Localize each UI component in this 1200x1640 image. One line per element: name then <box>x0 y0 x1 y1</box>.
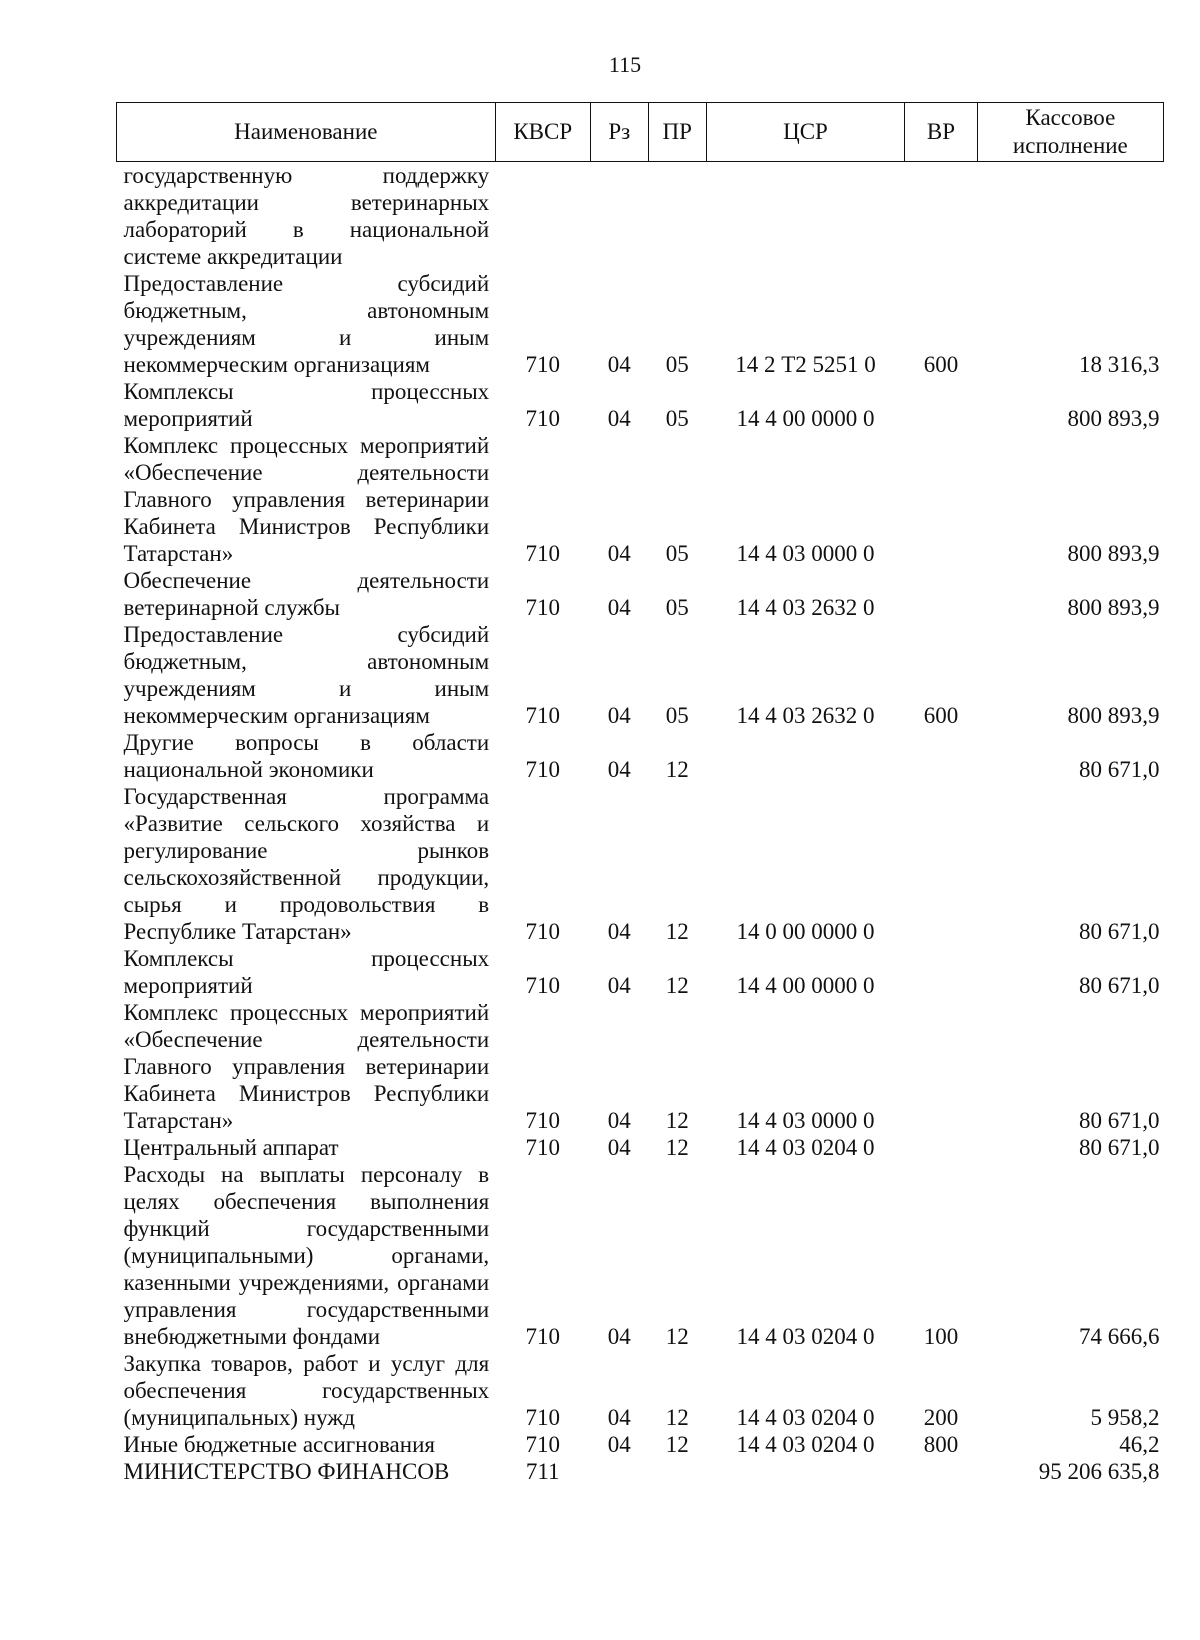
row-kvsr <box>495 162 590 271</box>
row-amount: 74 666,6 <box>1079 1324 1160 1349</box>
table-row <box>117 1431 1164 1458</box>
row-vr <box>905 378 977 432</box>
header-rz: Рз <box>590 103 648 162</box>
row-rz: 04 <box>607 1135 631 1160</box>
row-amount: 800 893,9 <box>1067 595 1160 620</box>
row-vr: 800 <box>923 1432 959 1457</box>
table-row <box>117 783 1164 945</box>
row-amount: 80 671,0 <box>1079 973 1160 998</box>
row-kvsr: 710 <box>525 1135 560 1160</box>
row-name: Иные бюджетные ассигнования <box>123 1432 435 1457</box>
header-tsr: ЦСР <box>706 103 905 162</box>
row-kvsr: 710 <box>525 406 560 431</box>
row-name: Государственная программа «Развитие сельского хозяйства и регулирование рынков сельскохозяйственной продукции, сырья и продовольствия в Республике Татарстан» <box>123 784 490 944</box>
table-row <box>117 432 1164 567</box>
table-row <box>117 1134 1164 1161</box>
row-rz: 04 <box>607 1432 631 1457</box>
row-amount: 95 206 635,8 <box>1038 1459 1160 1484</box>
row-vr <box>905 783 977 945</box>
row-kvsr: 710 <box>525 541 560 566</box>
row-tsr: 14 4 00 0000 0 <box>736 406 875 431</box>
row-name: Центральный аппарат <box>123 1135 339 1160</box>
header-amount: Кассовое исполнение <box>977 103 1163 162</box>
row-name: государственную поддержку аккредитации ветеринарных лабораторий в национальной системе аккредитации <box>123 163 490 269</box>
row-amount: 80 671,0 <box>1079 757 1160 782</box>
row-name: Комплексы процессных мероприятий <box>123 379 490 431</box>
row-tsr: 14 4 03 0000 0 <box>736 541 875 566</box>
row-tsr: 14 4 03 0204 0 <box>736 1135 875 1160</box>
row-rz: 04 <box>607 1324 631 1349</box>
row-tsr: 14 4 03 0000 0 <box>736 1108 875 1133</box>
table-body <box>117 162 1164 1486</box>
row-vr <box>905 432 977 567</box>
row-pr: 12 <box>665 1108 689 1133</box>
row-tsr: 14 4 03 2632 0 <box>736 703 875 728</box>
row-amount: 80 671,0 <box>1079 919 1160 944</box>
row-rz: 04 <box>607 541 631 566</box>
row-kvsr: 710 <box>525 595 560 620</box>
row-name: Комплексы процессных мероприятий <box>123 946 490 998</box>
row-pr: 12 <box>665 919 689 944</box>
table-row <box>117 270 1164 378</box>
row-tsr: 14 0 00 0000 0 <box>736 919 875 944</box>
row-vr: 600 <box>923 703 959 728</box>
header-name: Наименование <box>117 103 496 162</box>
row-name: Другие вопросы в области национальной экономики <box>123 730 490 782</box>
row-name: Комплекс процессных мероприятий «Обеспечение деятельности Главного управления ветеринарии Кабинета Министров Республики Татарстан» <box>123 1000 490 1133</box>
row-vr <box>905 945 977 999</box>
row-vr <box>905 567 977 621</box>
row-rz: 04 <box>607 1405 631 1430</box>
row-vr <box>905 999 977 1134</box>
table-row <box>117 1350 1164 1431</box>
row-kvsr: 711 <box>525 1459 560 1484</box>
row-amount: 46,2 <box>1119 1432 1160 1457</box>
row-kvsr: 710 <box>525 1405 560 1430</box>
row-name: Расходы на выплаты персоналу в целях обеспечения выполнения функций государственными (муниципальными) органами, казенными учреждениями, органами управления государственными внебюджетными фондами <box>123 1162 490 1349</box>
row-name: Комплекс процессных мероприятий «Обеспечение деятельности Главного управления ветеринарии Кабинета Министров Республики Татарстан» <box>123 433 490 566</box>
table-row <box>117 567 1164 621</box>
row-pr <box>648 1458 706 1485</box>
page-number: 115 <box>608 52 642 77</box>
table-row <box>117 999 1164 1134</box>
row-tsr: 14 2 Т2 5251 0 <box>735 352 876 377</box>
row-name: Предоставление субсидий бюджетным, автономным учреждениям и иным некоммерческим организациям <box>123 271 490 377</box>
row-rz: 04 <box>607 406 631 431</box>
table-row <box>117 729 1164 783</box>
table-header <box>117 103 1164 162</box>
row-tsr <box>706 729 905 783</box>
row-kvsr: 710 <box>525 352 560 377</box>
row-kvsr: 710 <box>525 919 560 944</box>
row-pr: 12 <box>665 757 689 782</box>
row-amount: 800 893,9 <box>1067 703 1160 728</box>
row-name: МИНИСТЕРСТВО ФИНАНСОВ <box>123 1459 450 1484</box>
row-amount: 5 958,2 <box>1090 1405 1160 1430</box>
row-vr: 200 <box>923 1405 959 1430</box>
row-kvsr: 710 <box>525 757 560 782</box>
table-row <box>117 162 1164 271</box>
row-rz: 04 <box>607 1108 631 1133</box>
row-vr <box>905 162 977 271</box>
row-rz: 04 <box>607 352 631 377</box>
row-tsr: 14 4 03 0204 0 <box>736 1432 875 1457</box>
row-kvsr: 710 <box>525 973 560 998</box>
row-pr: 12 <box>665 1135 689 1160</box>
row-amount <box>977 162 1163 271</box>
row-rz <box>590 1458 648 1485</box>
row-rz: 04 <box>607 703 631 728</box>
header-vr: ВР <box>905 103 977 162</box>
row-vr <box>905 1458 977 1485</box>
row-amount: 80 671,0 <box>1079 1108 1160 1133</box>
row-rz: 04 <box>607 973 631 998</box>
row-kvsr: 710 <box>525 1432 560 1457</box>
row-tsr: 14 4 03 0204 0 <box>736 1405 875 1430</box>
table-row <box>117 945 1164 999</box>
row-vr: 100 <box>923 1324 959 1349</box>
row-pr: 05 <box>665 406 689 431</box>
row-pr: 05 <box>665 595 689 620</box>
row-pr: 12 <box>665 973 689 998</box>
row-kvsr: 710 <box>525 1108 560 1133</box>
header-row <box>117 103 1164 162</box>
row-name: Предоставление субсидий бюджетным, автономным учреждениям и иным некоммерческим организациям <box>123 622 490 728</box>
row-amount: 80 671,0 <box>1079 1135 1160 1160</box>
row-vr <box>905 1134 977 1161</box>
table-row <box>117 621 1164 729</box>
row-tsr <box>706 162 905 271</box>
row-amount: 800 893,9 <box>1067 541 1160 566</box>
row-tsr: 14 4 00 0000 0 <box>736 973 875 998</box>
row-rz: 04 <box>607 919 631 944</box>
row-name: Закупка товаров, работ и услуг для обеспечения государственных (муниципальных) нужд <box>123 1351 490 1430</box>
table-row <box>117 1161 1164 1350</box>
row-amount: 800 893,9 <box>1067 406 1160 431</box>
row-kvsr: 710 <box>525 1324 560 1349</box>
row-tsr <box>706 1458 905 1485</box>
budget-execution-table <box>116 102 1164 1485</box>
table-row <box>117 1458 1164 1485</box>
row-tsr: 14 4 03 0204 0 <box>736 1324 875 1349</box>
row-pr: 05 <box>665 703 689 728</box>
row-tsr: 14 4 03 2632 0 <box>736 595 875 620</box>
row-vr: 600 <box>923 352 959 377</box>
row-pr: 05 <box>665 541 689 566</box>
row-amount: 18 316,3 <box>1079 352 1160 377</box>
table-row <box>117 378 1164 432</box>
row-pr <box>648 162 706 271</box>
row-pr: 12 <box>665 1432 689 1457</box>
header-pr: ПР <box>648 103 706 162</box>
row-kvsr: 710 <box>525 703 560 728</box>
header-kvsr: КВСР <box>495 103 590 162</box>
row-rz <box>590 162 648 271</box>
row-pr: 12 <box>665 1405 689 1430</box>
row-name: Обеспечение деятельности ветеринарной службы <box>123 568 490 620</box>
row-vr <box>905 729 977 783</box>
row-pr: 12 <box>665 1324 689 1349</box>
row-pr: 05 <box>665 352 689 377</box>
row-rz: 04 <box>607 757 631 782</box>
row-rz: 04 <box>607 595 631 620</box>
